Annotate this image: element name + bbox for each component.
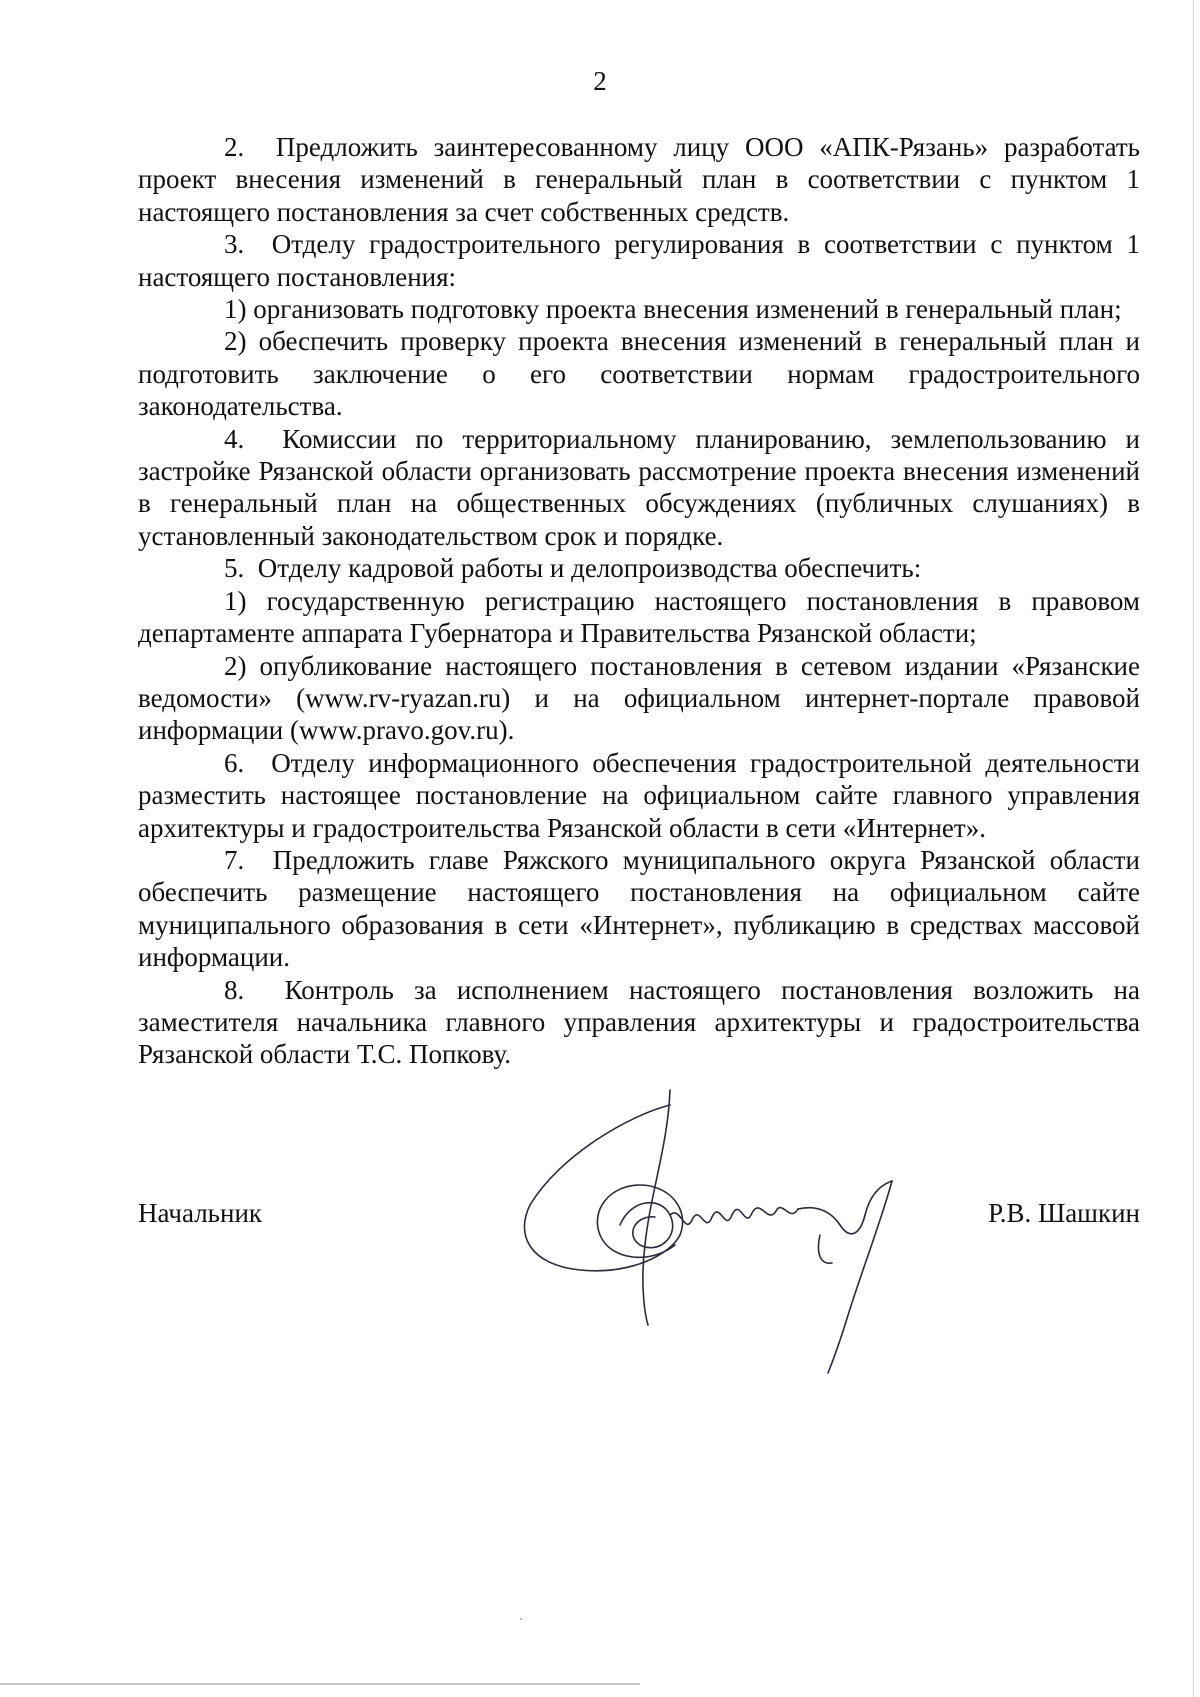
paragraph-item-4: 4. Комиссии по территориальному планированию, землепользованию и застройке Рязанской области организовать рассмотрение проекта внесения изменений в генеральный план на общественных обсуждениях (публичных слушаниях) в установленный законодательством срок и порядке. xyxy=(138,423,1140,551)
paragraph-item-6: 6. Отделу информационного обеспечения градостроительной деятельности разместить настоящее постановление на официальном сайте главного управления архитектуры и градостроительства Рязанской области в сети «Интернет». xyxy=(138,747,1140,843)
paragraph-item-3: 3. Отделу градостроительного регулирования в соответствии с пунктом 1 настоящего постановления: xyxy=(138,229,1140,292)
scan-edge-line xyxy=(1193,0,1194,1697)
document-body xyxy=(138,131,1140,1071)
paragraph-item-3-1: 1) организовать подготовку проекта внесения изменений в генеральный план; xyxy=(224,294,1122,325)
paragraph-item-7: 7. Предложить главе Ряжского муниципального округа Рязанской области обеспечить размещение настоящего постановления на официальном сайте муниципального образования в сети «Интернет», публикацию в средствах массовой информации. xyxy=(138,844,1140,973)
paragraph-item-5: 5. Отделу кадровой работы и делопроизводства обеспечить: xyxy=(224,553,922,584)
paragraph-item-5-2: 2) опубликование настоящего постановления в сетевом издании «Рязанские ведомости» (www.rv-ryazan.ru) и на официальном интернет-портале правовой информации (www.pravo.gov.ru). xyxy=(138,650,1140,746)
signatory-name: Р.В. Шашкин xyxy=(988,1198,1140,1228)
paragraph-item-5-1: 1) государственную регистрацию настоящего постановления в правовом департаменте аппарата Губернатора и Правительства Рязанской области; xyxy=(138,585,1140,649)
scan-bottom-line xyxy=(0,1683,640,1685)
paragraph-item-2: 2. Предложить заинтересованному лицу ООО «АПК-Рязань» разработать проект внесения изменений в генеральный план в соответствии с пунктом 1 настоящего постановления за счет собственных средств. xyxy=(138,132,1140,227)
signature-block xyxy=(138,1198,1140,1238)
page-number: 2 xyxy=(593,66,607,96)
paragraph-item-3-2: 2) обеспечить проверку проекта внесения изменений в генеральный план и подготовить заключение о его соответствии нормам градостроительного законодательства. xyxy=(138,326,1140,422)
scan-artifact-dot xyxy=(520,1618,522,1620)
signatory-title: Начальник xyxy=(138,1198,263,1228)
paragraph-item-8: 8. Контроль за исполнением настоящего постановления возложить на заместителя начальника главного управления архитектуры и градостроительства Рязанской области Т.С. Попкову. xyxy=(138,974,1140,1070)
